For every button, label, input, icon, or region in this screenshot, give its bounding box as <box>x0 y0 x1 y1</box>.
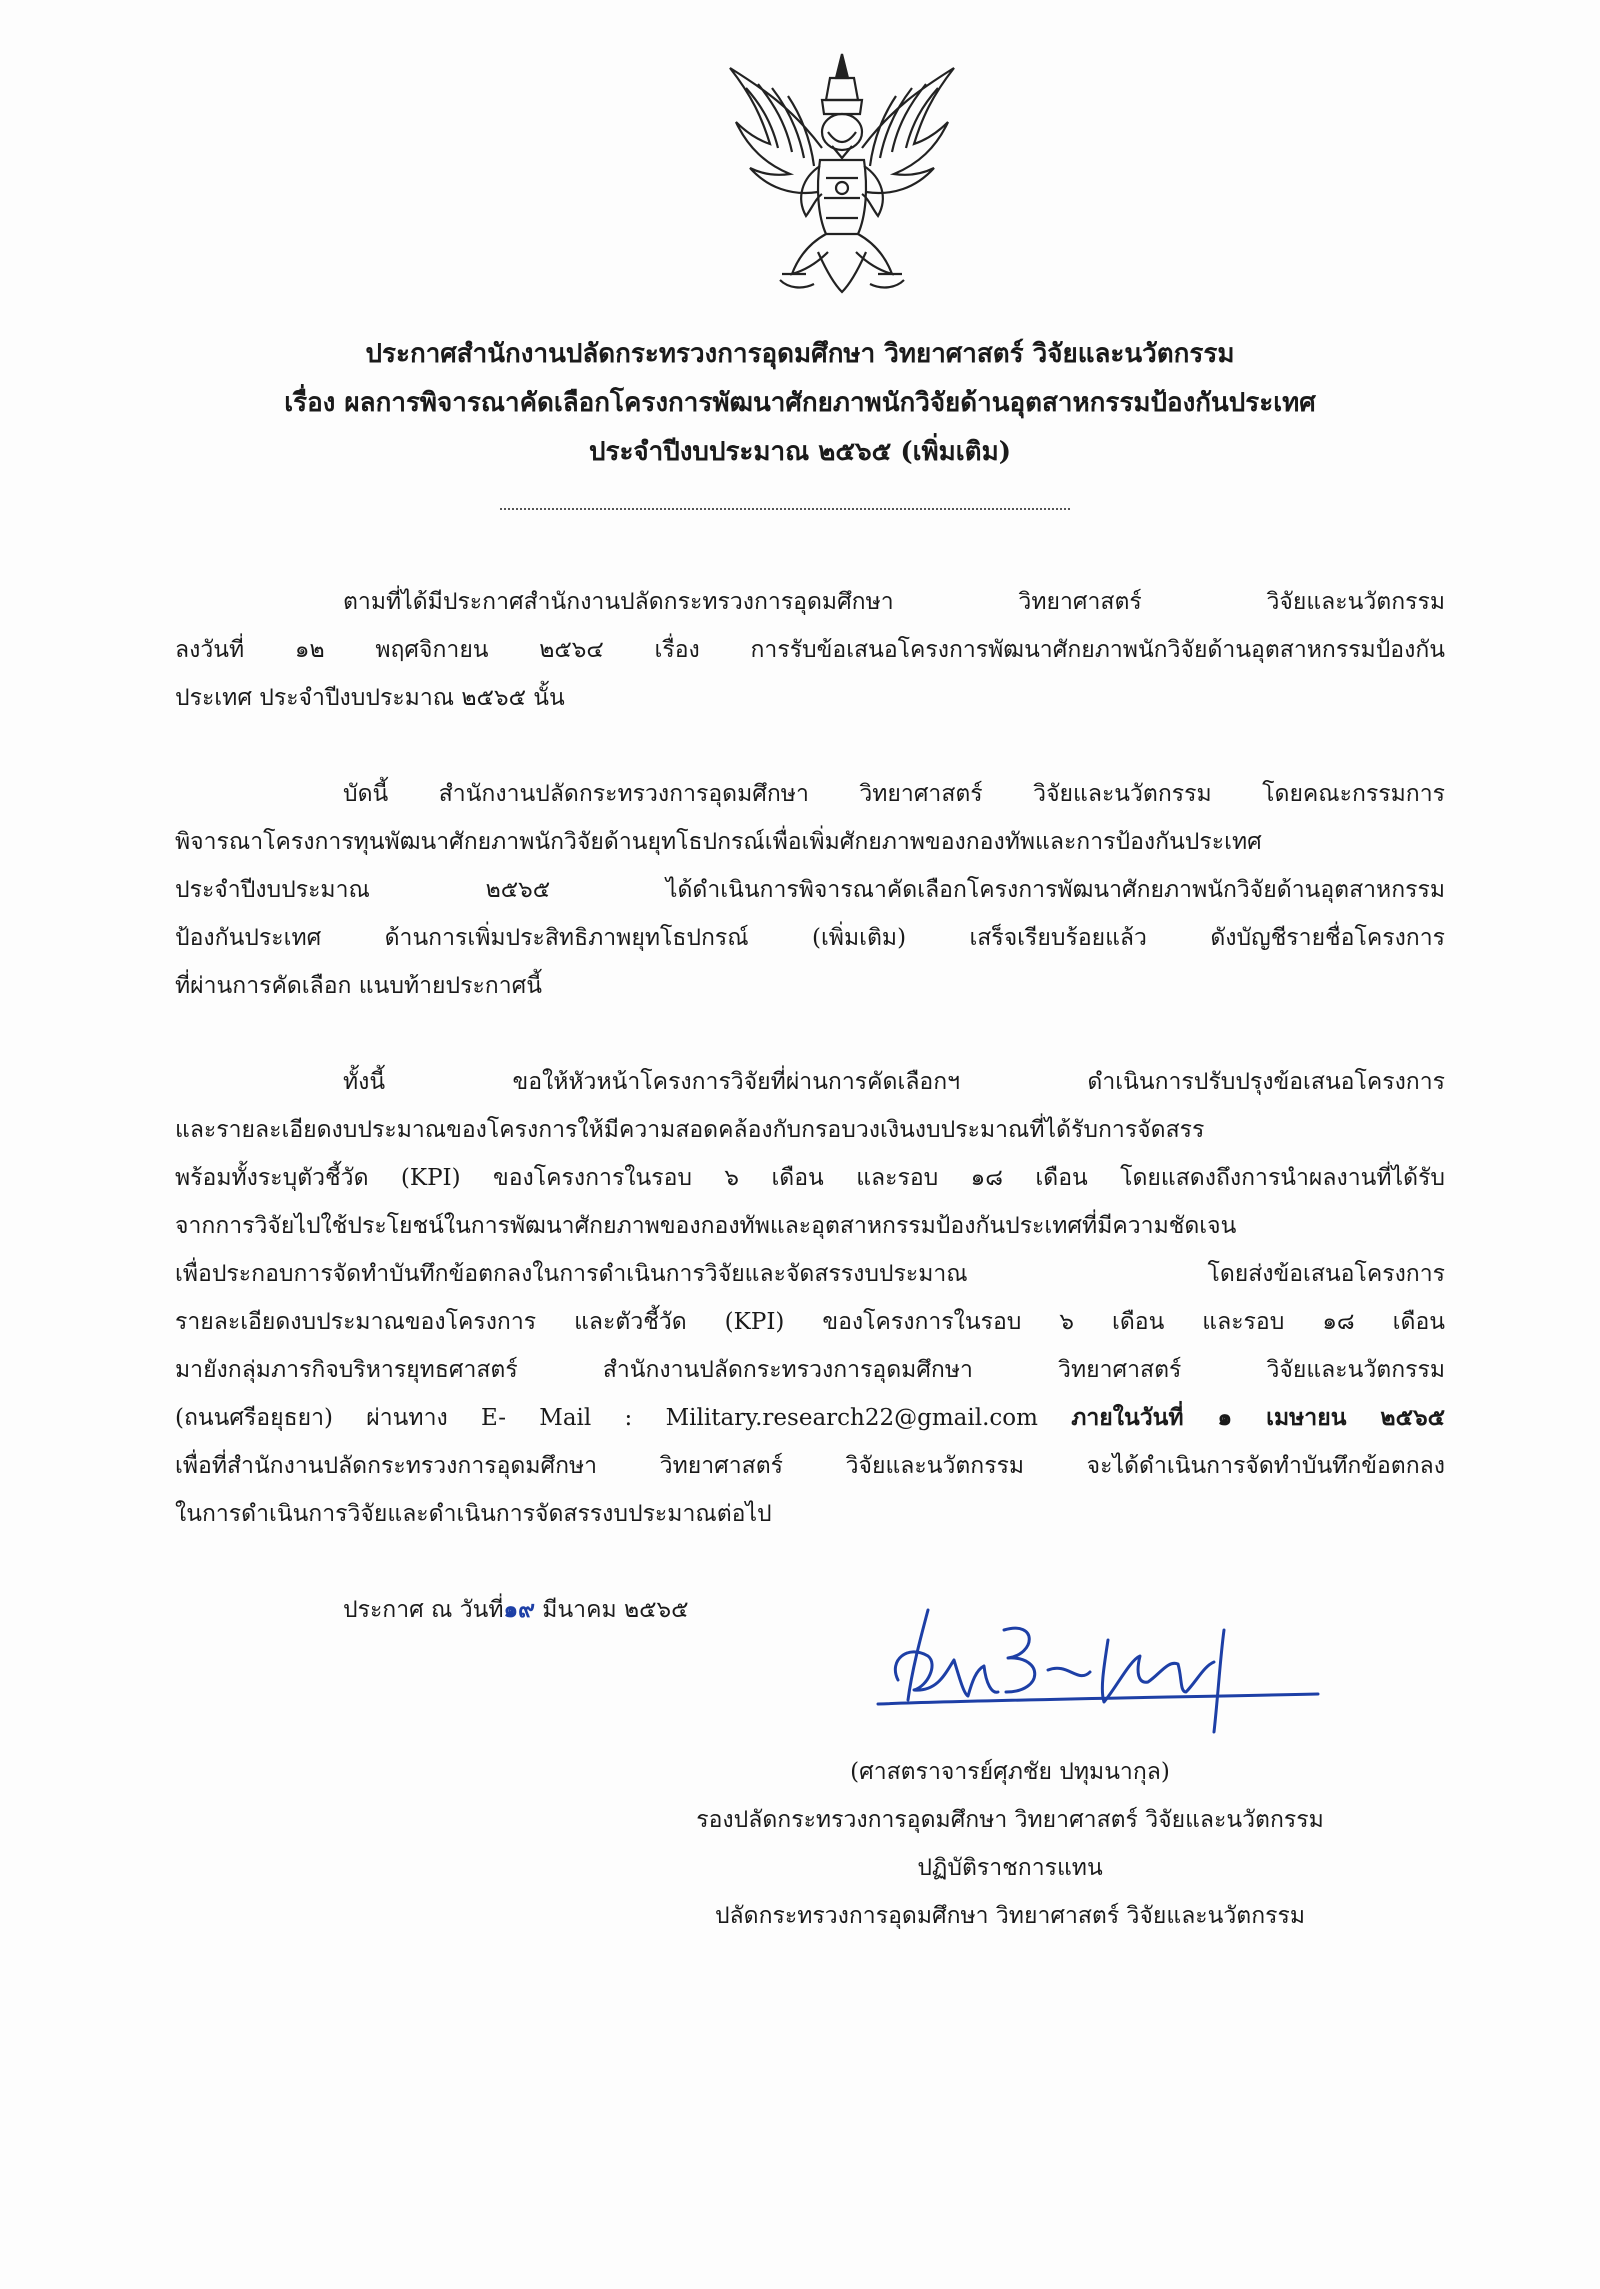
date-suffix: มีนาคม ๒๕๖๕ <box>542 1597 689 1623</box>
signer-position: รองปลัดกระทรวงการอุดมศึกษา วิทยาศาสตร์ วิจัยและนวัตกรรม <box>696 1807 1324 1833</box>
date-prefix: ประกาศ ณ วันที่ <box>343 1597 504 1623</box>
paragraph-line: ประจำปีงบประมาณ ๒๕๖๕ ได้ดำเนินการพิจารณาคัดเลือกโครงการพัฒนาศักยภาพนักวิจัยด้านอุตสาหกรรม <box>175 877 1445 903</box>
paragraph-line: ลงวันที่ ๑๒ พฤศจิกายน ๒๕๖๔ เรื่อง การรับข้อเสนอโครงการพัฒนาศักยภาพนักวิจัยด้านอุตสาหกรรมป้องกัน <box>175 637 1445 663</box>
paragraph-line: และรายละเอียดงบประมาณของโครงการให้มีความสอดคล้องกับกรอบวงเงินงบประมาณที่ได้รับการจัดสรร <box>175 1117 1205 1143</box>
paragraph-line: ประเทศ ประจำปีงบประมาณ ๒๕๖๕ นั้น <box>175 685 565 711</box>
paragraph-line: ตามที่ได้มีประกาศสำนักงานปลัดกระทรวงการอุดมศึกษา วิทยาศาสตร์ วิจัยและนวัตกรรม <box>343 589 1445 615</box>
date-day-handwritten: ๑๙ <box>503 1597 535 1623</box>
announcement-body <box>175 578 1445 1634</box>
title-line-1: ประกาศสำนักงานปลัดกระทรวงการอุดมศึกษา วิทยาศาสตร์ วิจัยและนวัตกรรม <box>365 339 1235 369</box>
signer-block <box>560 1748 1460 1940</box>
garuda-emblem-icon <box>722 48 962 298</box>
paragraph-line: พร้อมทั้งระบุตัวชี้วัด (KPI) ของโครงการในรอบ ๖ เดือน และรอบ ๑๘ เดือน โดยแสดงถึงการนำผลงานที่ได้รับ <box>175 1165 1445 1191</box>
paragraph-instructions <box>175 1058 1445 1538</box>
signer-acting-for: ปฏิบัติราชการแทน <box>917 1855 1103 1881</box>
paragraph-line: จากการวิจัยไปใช้ประโยชน์ในการพัฒนาศักยภาพของกองทัพและอุตสาหกรรมป้องกันประเทศที่มีความชัดเจน <box>175 1213 1237 1239</box>
paragraph-line: บัดนี้ สำนักงานปลัดกระทรวงการอุดมศึกษา วิทยาศาสตร์ วิจัยและนวัตกรรม โดยคณะกรรมการ <box>343 781 1445 807</box>
paragraph-line: เพื่อที่สำนักงานปลัดกระทรวงการอุดมศึกษา วิทยาศาสตร์ วิจัยและนวัตกรรม จะได้ดำเนินการจัดทำบันทึกข้อตกลง <box>175 1453 1445 1479</box>
paragraph-line: รายละเอียดงบประมาณของโครงการ และตัวชี้วัด (KPI) ของโครงการในรอบ ๖ เดือน และรอบ ๑๘ เดือน <box>175 1309 1445 1335</box>
paragraph-line: ที่ผ่านการคัดเลือก แนบท้ายประกาศนี้ <box>175 973 542 999</box>
announcement-title <box>150 330 1450 477</box>
paragraph-line-email <box>175 1394 1445 1442</box>
paragraph-line: มายังกลุ่มภารกิจบริหารยุทธศาสตร์ สำนักงานปลัดกระทรวงการอุดมศึกษา วิทยาศาสตร์ วิจัยและนวัตกรรม <box>175 1357 1445 1383</box>
title-line-2: เรื่อง ผลการพิจารณาคัดเลือกโครงการพัฒนาศักยภาพนักวิจัยด้านอุตสาหกรรมป้องกันประเทศ <box>284 388 1316 418</box>
paragraph-line: พิจารณาโครงการทุนพัฒนาศักยภาพนักวิจัยด้านยุทโธปกรณ์เพื่อเพิ่มศักยภาพของกองทัพและการป้องกันประเทศ <box>175 829 1262 855</box>
deadline-text: ภายในวันที่ ๑ เมษายน ๒๕๖๕ <box>1071 1404 1445 1431</box>
title-divider <box>500 508 1070 510</box>
paragraph-line: ในการดำเนินการวิจัยและดำเนินการจัดสรรงบประมาณต่อไป <box>175 1501 772 1527</box>
paragraph-line: ป้องกันประเทศ ด้านการเพิ่มประสิทธิภาพยุทโธปกรณ์ (เพิ่มเติม) เสร็จเรียบร้อยแล้ว ดังบัญชีรายชื่อโครงการ <box>175 925 1445 951</box>
paragraph-reference <box>175 578 1445 722</box>
paragraph-line: เพื่อประกอบการจัดทำบันทึกข้อตกลงในการดำเนินการวิจัยและจัดสรรงบประมาณ โดยส่งข้อเสนอโครงการ <box>175 1261 1445 1287</box>
paragraph-line: ทั้งนี้ ขอให้หัวหน้าโครงการวิจัยที่ผ่านการคัดเลือกฯ ดำเนินการปรับปรุงข้อเสนอโครงการ <box>343 1069 1445 1095</box>
paragraph-result <box>175 770 1445 1010</box>
handwritten-signature <box>868 1600 1328 1740</box>
title-line-3: ประจำปีงบประมาณ ๒๕๖๕ (เพิ่มเติม) <box>588 437 1012 467</box>
signer-principal-position: ปลัดกระทรวงการอุดมศึกษา วิทยาศาสตร์ วิจัยและนวัตกรรม <box>714 1903 1306 1929</box>
email-instruction-text: (ถนนศรีอยุธยา) ผ่านทาง E- Mail : Military.research22@gmail.com <box>175 1405 1038 1431</box>
signer-name: (ศาสตราจารย์ศุภชัย ปทุมนากุล) <box>850 1759 1170 1785</box>
